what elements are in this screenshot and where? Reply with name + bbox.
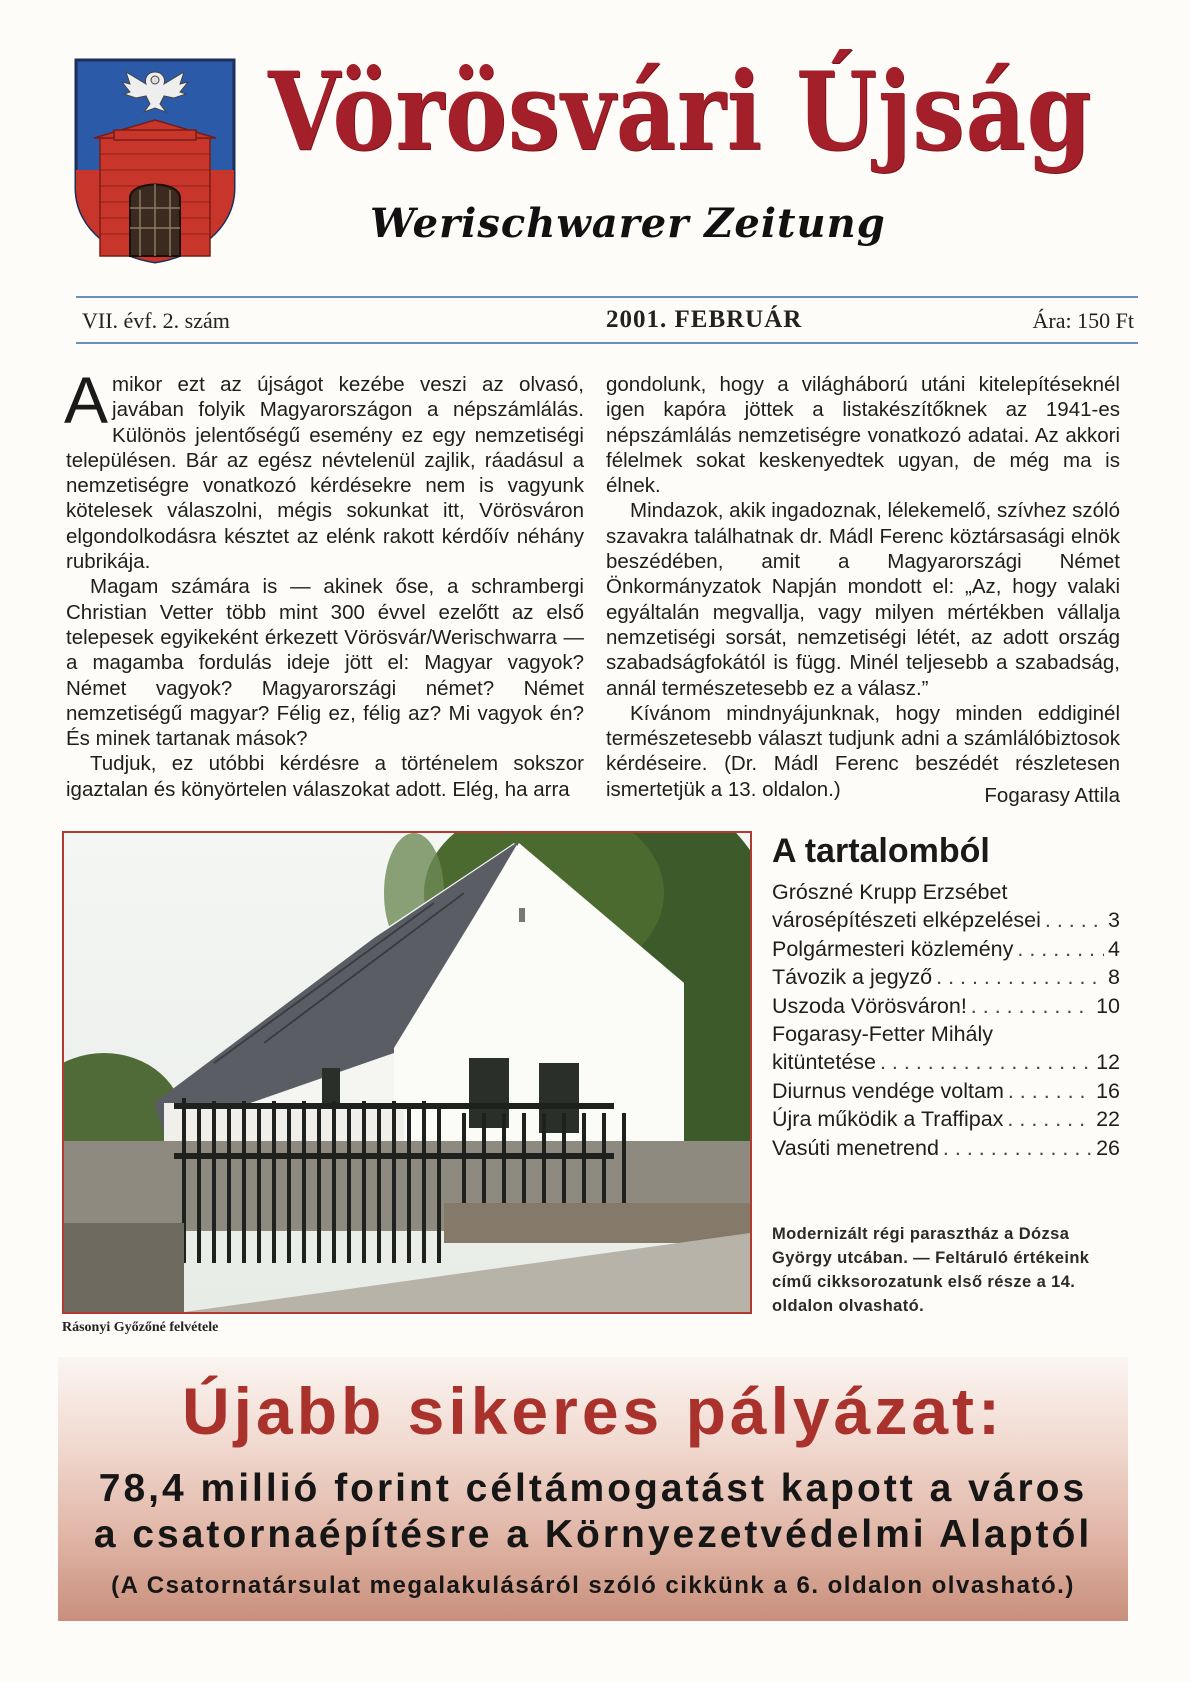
article-paragraph: Kívánom mindnyájunknak, hogy minden eddiginél természetesebb választ tudjunk adni a számlálóbiztosok kérdéseire. (Dr. Mádl Ferenc beszédét részletesen ismertetjük a 13. oldalon.) bbox=[606, 701, 1120, 801]
photo-credit: Rásonyi Győzőné felvétele bbox=[62, 1320, 219, 1335]
issue-date: 2001. FEBRUÁR bbox=[606, 306, 803, 333]
article-paragraph: Mindazok, akik ingadoznak, lélekemelő, szívhez szóló szavakra találhatnak dr. Mádl Ferenc köztársasági elnök beszédében, amit a Magyarországi Német Önkormányzatok Napján mondott el: „Az, hogy valaki egyáltalán megvallja, vagy milyen mértékben vállalja nemzetiségi sorsát, nemzetiségi létét, az adott ország szabadságfokától is függ. Minél teljesebb a szabadság, annál természetesebb ez a válasz.” bbox=[606, 499, 1120, 700]
banner-line-2: a csatornaépítésre a Környezetvédelmi Alaptól bbox=[93, 1513, 1093, 1556]
article-paragraph: Tudjuk, ez utóbbi kérdésre a történelem sokszor igaztalan és könyörtelen válaszokat adott. Elég, ha arra bbox=[66, 752, 584, 801]
banner-note: (A Csatornatársulat megalakulásáról szóló cikkünk a 6. oldalon olvasható.) bbox=[111, 1572, 1075, 1599]
contents-item[interactable]: Távozik a jegyző . . . 8 bbox=[772, 963, 1120, 991]
contents-item[interactable]: Fogarasy-Fetter Mihály bbox=[772, 1022, 994, 1047]
bottom-rule bbox=[76, 342, 1138, 344]
contents-item[interactable]: kitüntetése . . . 12 bbox=[772, 1048, 1120, 1076]
article-column-right bbox=[606, 372, 1120, 802]
house-photo bbox=[62, 831, 752, 1314]
banner-line-1: 78,4 millió forint céltámogatást kapott a város bbox=[98, 1467, 1088, 1510]
issue-volume: VII. évf. 2. szám bbox=[82, 308, 230, 333]
contents-item[interactable]: Polgármesteri közlemény . . . 4 bbox=[772, 935, 1120, 963]
article-paragraph: Amikor ezt az újságot kezébe veszi az olvasó, javában folyik Magyarországon a népszámlálás. Különös jelentőségű esemény ez egy nemzetiségi településen. Bár az egész névtelenül zajlik, ráadásul a nemzetiségre vonatkozó kérdésekre nem is vagyunk kötelesek válaszolni, mégis sokunkat itt, Vörösváron elgondolkodásra késztet az elénk rakott kérdőív néhány rubrikája. bbox=[64, 363, 584, 574]
contents-item[interactable]: Újra működik a Traffipax . . . 22 bbox=[772, 1105, 1120, 1133]
contents-item[interactable]: Uszoda Vörösváron! . . . 10 bbox=[772, 992, 1120, 1020]
contents-item[interactable]: Vasúti menetrend . . . 26 bbox=[772, 1134, 1120, 1162]
top-rule bbox=[76, 296, 1138, 298]
drop-cap: A bbox=[64, 363, 109, 437]
contents-list bbox=[772, 878, 1120, 1162]
house-photo-image bbox=[64, 833, 750, 1312]
coat-of-arms-logo bbox=[74, 58, 236, 264]
article-author: Fogarasy Attila bbox=[984, 784, 1120, 807]
article-paragraph: gondolunk, hogy a világháború utáni kitelepítéseknél igen kapóra jöttek a listakészítőknek az 1941-es népszámlálás nemzetiségre vonatkozó adatai. Az akkori félelmek sokat keskenyedtek ugyan, de még ma is élnek. bbox=[606, 373, 1120, 498]
issue-info-bar bbox=[76, 304, 1138, 338]
photo-caption: Modernizált régi parasztház a Dózsa György utcában. — Feltáruló értékeink című cikksorozatunk első része a 14. oldalon olvasható. bbox=[772, 1225, 1090, 1315]
contents-title: A tartalomból bbox=[772, 832, 990, 870]
article-column-left bbox=[64, 363, 584, 802]
bottom-banner bbox=[58, 1357, 1128, 1621]
contents-item[interactable]: Diurnus vendége voltam . . . 16 bbox=[772, 1077, 1120, 1105]
article-paragraph: Magam számára is — akinek őse, a schrambergi Christian Vetter több mint 300 évvel ezelőtt az első telepesek egyikeként érkezett Vörösvár/Werischwarra — a magamba fordulás ideje jött el: Magyar vagyok? Német vagyok? Magyarországi német? Német nemzetiségű magyar? Félig ez, félig az? Mi vagyok én? És minek tartanak mások? bbox=[66, 575, 584, 751]
newspaper-subtitle: Werischwarer Zeitung bbox=[370, 200, 886, 247]
contents-item[interactable]: Grószné Krupp Erzsébet bbox=[772, 880, 1008, 904]
issue-price: Ára: 150 Ft bbox=[1032, 308, 1134, 333]
newspaper-title: Vörösvári Újság bbox=[268, 49, 1093, 175]
contents-item[interactable]: városépítészeti elképzelései . . . 3 bbox=[772, 906, 1120, 934]
banner-headline: Újabb sikeres pályázat: bbox=[182, 1374, 1004, 1448]
